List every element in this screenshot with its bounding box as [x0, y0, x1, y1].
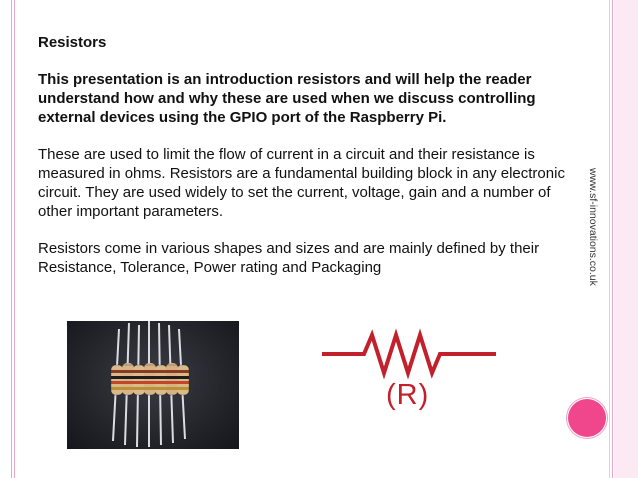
resistors-photo-graphic: [67, 321, 239, 449]
right-side-panel: [614, 0, 638, 478]
resistor-symbol-label: (R): [386, 379, 430, 411]
slide-content: [38, 33, 578, 295]
left-border-line: [11, 0, 12, 478]
slide-title: Resistors: [38, 34, 107, 51]
right-border-line: [612, 0, 613, 478]
left-border-line: [14, 0, 15, 478]
types-paragraph: Resistors come in various shapes and sizes and are mainly defined by their Resistance, Tolerance, Power rating and Packaging: [38, 240, 540, 276]
resistor-zigzag: [318, 325, 500, 385]
description-paragraph: These are used to limit the flow of current in a circuit and their resistance is measured in ohms. Resistors are a fundamental building block in any electronic circuit. They are used widely to set the current, voltage, gain and a number of other important parameters.: [38, 146, 565, 220]
right-border-line: [609, 0, 610, 478]
decorative-pink-circle: [568, 399, 606, 437]
side-url-text: www.sf-innovations.co.uk: [587, 168, 599, 286]
intro-paragraph: This presentation is an introduction resistors and will help the reader understand how and why these are used when we discuss controlling external devices using the GPIO port of the Raspberry Pi.: [38, 71, 536, 126]
side-url-container: [587, 168, 601, 288]
resistors-photo: [67, 321, 239, 449]
